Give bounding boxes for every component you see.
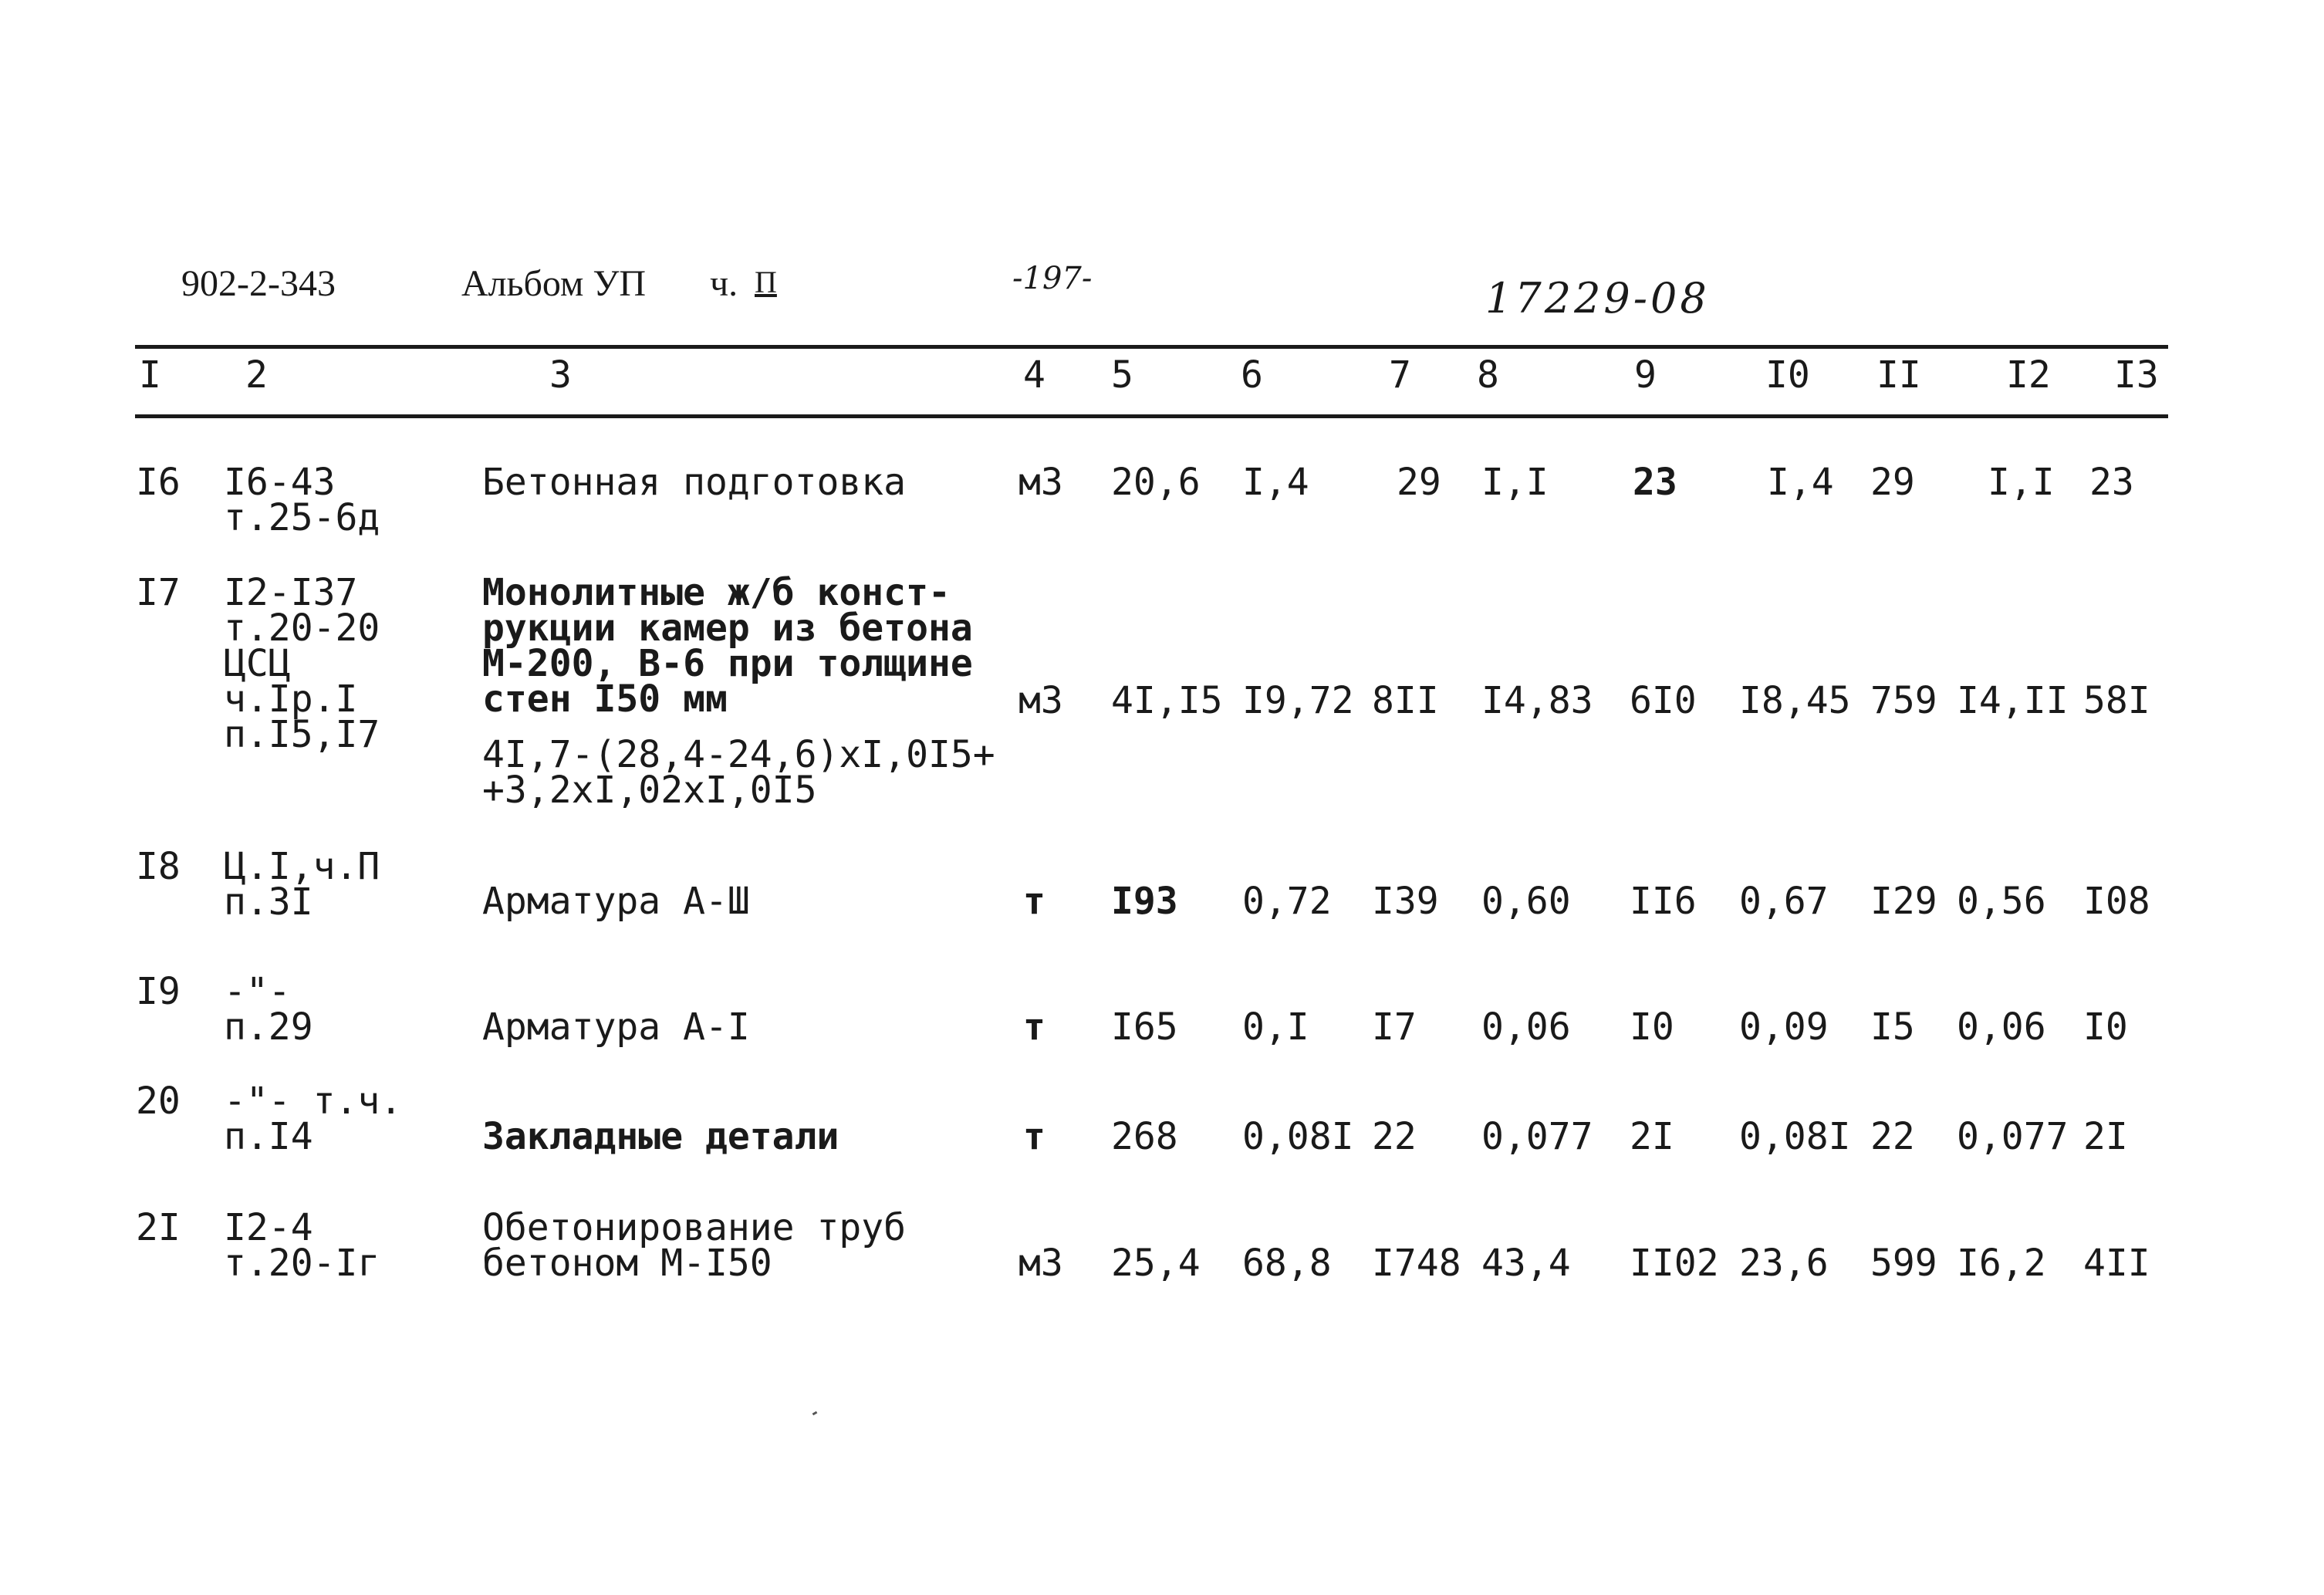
row-number: 20 — [136, 1080, 181, 1123]
part-label: ч. — [710, 263, 738, 304]
cell-col6: I9,72 — [1242, 679, 1354, 722]
table-top-rule — [135, 345, 2168, 349]
cell-col10: I,4 — [1767, 461, 1834, 504]
cell-col6: 0,I — [1242, 1005, 1309, 1049]
work-name: Арматура А-I — [482, 1005, 750, 1049]
cell-col12: 0,077 — [1957, 1115, 2069, 1158]
cell-col8: 0,60 — [1481, 880, 1571, 923]
row-number: I6 — [136, 461, 181, 504]
column-number: I3 — [2114, 353, 2159, 397]
norm-reference: I2-I37 т.20-20 ЦСЦ ч.Iр.I п.I5,I7 — [224, 571, 380, 756]
row-number: 2I — [136, 1206, 181, 1249]
column-number: 3 — [549, 353, 572, 397]
column-number: 9 — [1634, 353, 1657, 397]
norm-reference: I2-4 т.20-Iг — [224, 1206, 380, 1285]
project-code: 902-2-343 — [181, 263, 336, 304]
cell-col8: 0,077 — [1481, 1115, 1593, 1158]
document-number: 17229-08 — [1485, 274, 1710, 323]
cell-col9: 6I0 — [1630, 679, 1697, 722]
norm-reference: -"- п.29 — [224, 970, 313, 1049]
unit: м3 — [1018, 461, 1063, 504]
cell-col5: I65 — [1111, 1005, 1178, 1049]
cell-col11: 759 — [1870, 679, 1937, 722]
cell-col11: 29 — [1870, 461, 1915, 504]
cell-col6: 0,72 — [1242, 880, 1332, 923]
column-number: I — [139, 353, 161, 397]
cell-col7: I7 — [1372, 1005, 1417, 1049]
cell-col12: 0,06 — [1957, 1005, 2046, 1049]
cell-col8: 43,4 — [1481, 1242, 1571, 1285]
row-number: I8 — [136, 845, 181, 888]
cell-col5: 20,6 — [1111, 461, 1201, 504]
cell-col7: 8II — [1372, 679, 1439, 722]
column-number: 7 — [1389, 353, 1411, 397]
page-number: -197- — [1012, 261, 1093, 296]
cell-col5: 268 — [1111, 1115, 1178, 1158]
work-name: Арматура А-Ш — [482, 880, 750, 923]
cell-col8: I4,83 — [1481, 679, 1593, 722]
cell-col13: I08 — [2083, 880, 2150, 923]
row-number: I7 — [136, 571, 181, 614]
cell-col5: 25,4 — [1111, 1242, 1201, 1285]
column-number: 2 — [245, 353, 268, 397]
column-number: 6 — [1241, 353, 1263, 397]
column-number: 5 — [1111, 353, 1133, 397]
unit: т — [1023, 1005, 1045, 1049]
cell-col9: 2I — [1630, 1115, 1674, 1158]
column-number: I2 — [2006, 353, 2051, 397]
cell-col11: 599 — [1870, 1242, 1937, 1285]
scan-speck — [812, 1411, 818, 1416]
row-number: I9 — [136, 970, 181, 1013]
cell-col10: 0,09 — [1739, 1005, 1829, 1049]
column-number: 8 — [1477, 353, 1499, 397]
cell-col11: I29 — [1870, 880, 1937, 923]
unit: т — [1023, 1115, 1045, 1158]
cell-col13: 23 — [2089, 461, 2134, 504]
cell-col7: 22 — [1372, 1115, 1417, 1158]
cell-col13: I0 — [2083, 1005, 2128, 1049]
cell-col7: 29 — [1397, 461, 1441, 504]
cell-col5: 4I,I5 — [1111, 679, 1223, 722]
cell-col10: 23,6 — [1739, 1242, 1829, 1285]
quantity-formula: 4I,7-(28,4-24,6)xI,0I5+ +3,2xI,02xI,0I5 — [482, 733, 995, 812]
unit: м3 — [1018, 1242, 1063, 1285]
table-header-rule — [135, 414, 2168, 418]
cell-col7: I39 — [1372, 880, 1439, 923]
cell-col10: 0,08I — [1739, 1115, 1851, 1158]
cell-col9: II02 — [1630, 1242, 1719, 1285]
work-name: Обетонирование труб бетоном М-I50 — [482, 1206, 907, 1285]
cell-col10: I8,45 — [1739, 679, 1851, 722]
work-name: Монолитные ж/б конст- рукции камер из бетона М-200, В-6 при толщине стен I50 мм — [482, 571, 973, 721]
cell-col8: 0,06 — [1481, 1005, 1571, 1049]
cell-col11: I5 — [1870, 1005, 1915, 1049]
column-number: I0 — [1765, 353, 1810, 397]
norm-reference: -"- т.ч. п.I4 — [224, 1080, 403, 1158]
cell-col6: I,4 — [1242, 461, 1309, 504]
cell-col8: I,I — [1481, 461, 1549, 504]
norm-reference: Ц.I,ч.П п.3I — [224, 845, 380, 924]
album-label: Альбом УП — [461, 263, 647, 304]
cell-col11: 22 — [1870, 1115, 1915, 1158]
cell-col7: I748 — [1372, 1242, 1461, 1285]
column-number: II — [1876, 353, 1921, 397]
cell-col12: I,I — [1988, 461, 2055, 504]
unit: т — [1023, 880, 1045, 923]
cell-col13: 2I — [2083, 1115, 2128, 1158]
cell-col13: 4II — [2083, 1242, 2150, 1285]
cell-col9: I0 — [1630, 1005, 1674, 1049]
part-number: П — [755, 265, 777, 299]
cell-col10: 0,67 — [1739, 880, 1829, 923]
cell-col9: II6 — [1630, 880, 1697, 923]
unit: м3 — [1018, 679, 1063, 722]
cell-col5: I93 — [1111, 880, 1178, 923]
column-number: 4 — [1023, 353, 1045, 397]
cell-col12: I6,2 — [1957, 1242, 2046, 1285]
cell-col6: 0,08I — [1242, 1115, 1354, 1158]
cell-col12: 0,56 — [1957, 880, 2046, 923]
cell-col12: I4,II — [1957, 679, 2069, 722]
cell-col13: 58I — [2083, 679, 2150, 722]
work-name: Бетонная подготовка — [482, 461, 907, 504]
cell-col9: 23 — [1633, 461, 1677, 504]
work-name: Закладные детали — [482, 1115, 839, 1158]
norm-reference: I6-43 т.25-6д — [224, 461, 380, 539]
cell-col6: 68,8 — [1242, 1242, 1332, 1285]
